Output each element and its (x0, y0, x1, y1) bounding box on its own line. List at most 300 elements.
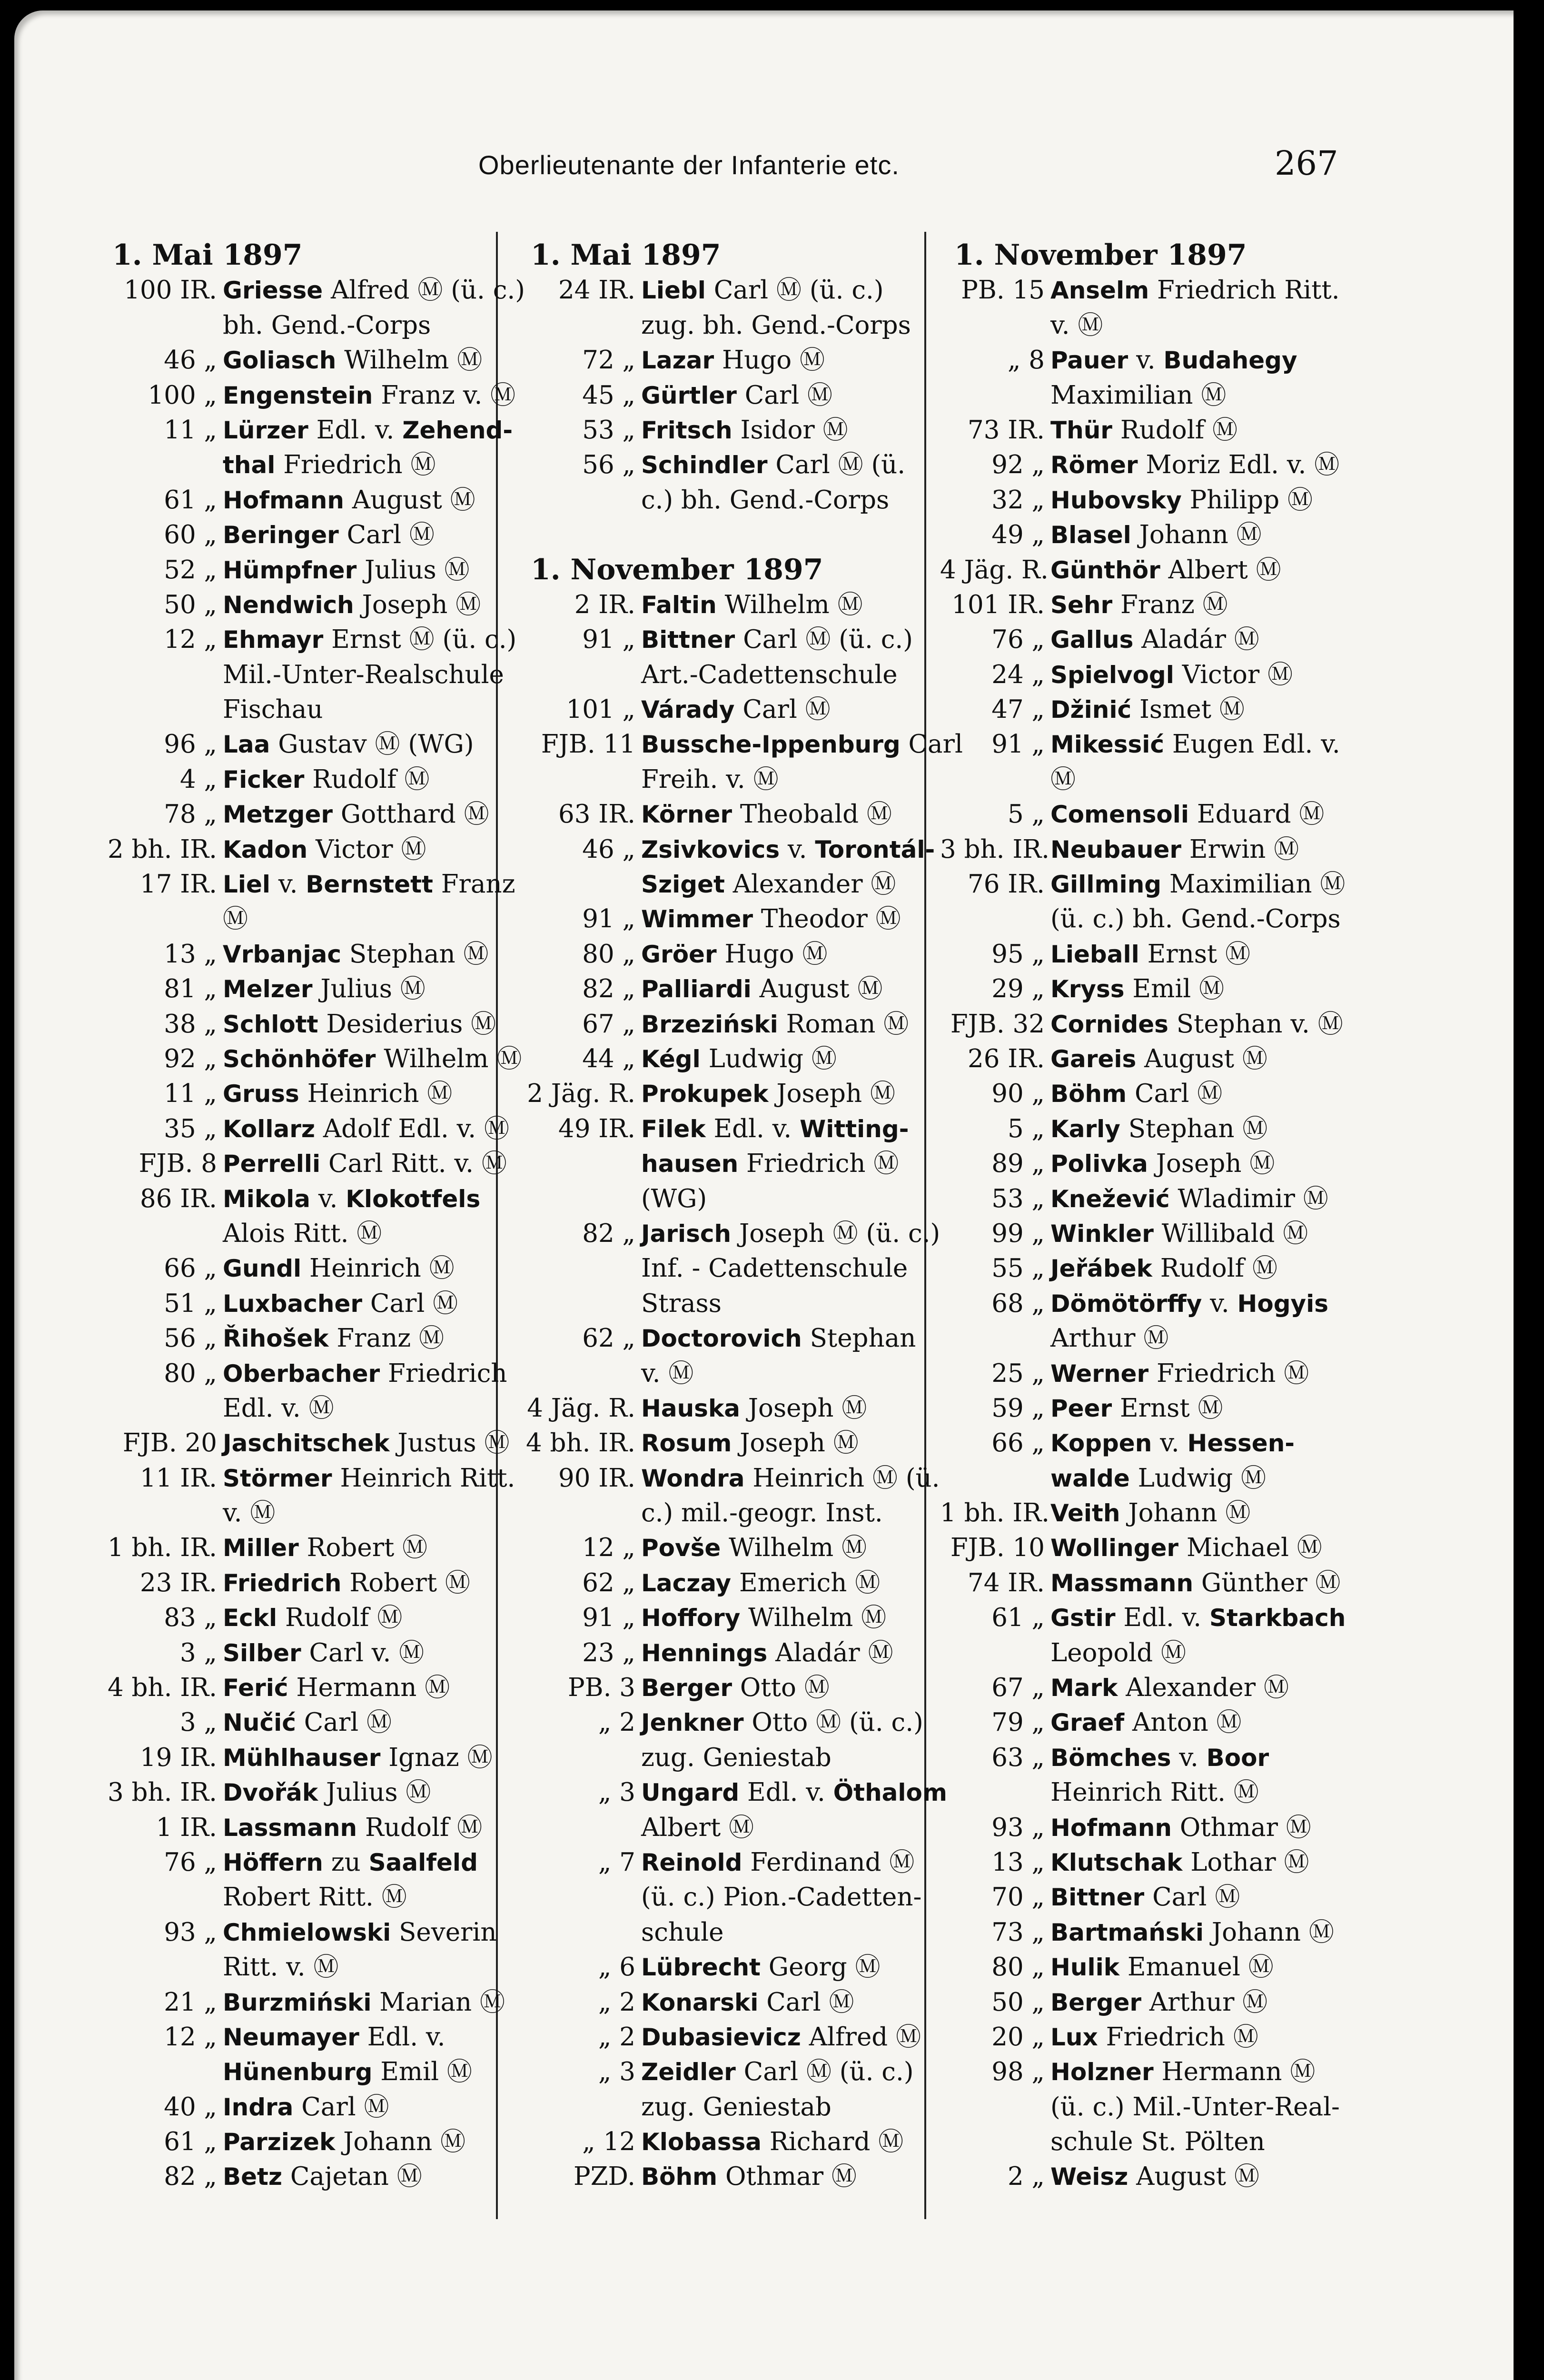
roster-line (98, 937, 503, 972)
entry-text (1050, 1566, 1341, 1601)
given-names: Gotthard Ⓜ (333, 800, 489, 829)
given-names: Wilhelm Ⓜ (376, 1044, 522, 1073)
roster-line (940, 1426, 1421, 1460)
roster-line (940, 1356, 1421, 1391)
entry-text (1050, 1391, 1223, 1426)
given-names: Friedrich Ⓜ (738, 1149, 899, 1179)
roster-line (98, 1530, 503, 1565)
roster-line (940, 2054, 1421, 2089)
given-names: Carl Ⓜ (1127, 1079, 1223, 1109)
surname: Koppen (1050, 1429, 1152, 1458)
given-names: v. Ⓜ (641, 1359, 694, 1388)
surname: Gürtler (641, 381, 737, 409)
predicate-name: Boor (1206, 1744, 1269, 1772)
surname: Mikessić (1050, 731, 1165, 759)
roster-line (516, 1111, 945, 1146)
roster-line (516, 1216, 945, 1251)
roster-line (98, 1181, 503, 1216)
roster-line (940, 1740, 1421, 1775)
roster-line (98, 1496, 503, 1530)
given-names: c.) mil.-geogr. Inst. (641, 1498, 883, 1528)
regiment-ref: 90 „ (991, 1079, 1045, 1109)
roster-line (516, 447, 945, 482)
surname: Hennings (641, 1639, 768, 1667)
surname: Reinold (641, 1848, 742, 1876)
surname: Holzner (1050, 2058, 1154, 2086)
surname: Klutschak (1050, 1848, 1183, 1876)
roster-line (98, 1076, 503, 1111)
regiment-ref: 40 „ (164, 2092, 217, 2122)
entry-text (1050, 1670, 1289, 1706)
given-names: Alfred Ⓜ (ü. c.) (323, 276, 525, 305)
surname: Körner (641, 801, 732, 829)
surname: Kadon (223, 835, 308, 863)
given-names: Eugen Edl. v. (1164, 730, 1340, 759)
regiment-ref: 12 „ (164, 2022, 217, 2052)
regiment-ref: 46 „ (582, 834, 635, 864)
entry-text (223, 1915, 497, 1950)
roster-line (940, 378, 1421, 413)
regiment-ref: 93 „ (164, 1917, 217, 1947)
surname: Klobassa (641, 2128, 762, 2156)
given-names: Georg Ⓜ (760, 1953, 881, 1982)
given-names: Arthur Ⓜ (1050, 1324, 1169, 1353)
regiment-ref: 49 „ (991, 520, 1045, 550)
roster-line (940, 902, 1421, 936)
entry-text (223, 343, 482, 378)
surname: Silber (223, 1639, 301, 1667)
surname: Jaschitschek (223, 1429, 390, 1458)
given-names: Victor Ⓜ (307, 834, 426, 864)
given-names: Emanuel Ⓜ (1119, 1953, 1274, 1982)
given-names: schule (641, 1917, 724, 1947)
entry-text (1050, 622, 1259, 657)
surname: Gruss (223, 1080, 299, 1108)
given-names: August Ⓜ (1136, 1044, 1267, 1073)
entry-text (641, 308, 911, 343)
given-names: bh. Gend.-Corps (223, 310, 431, 340)
surname: Ficker (223, 765, 305, 793)
roster-line (940, 1076, 1421, 1111)
entry-text (223, 1705, 392, 1740)
entry-text (223, 1461, 515, 1496)
surname: Spielvogl (1050, 661, 1174, 689)
entry-text (1050, 1530, 1322, 1566)
roster-line (516, 622, 945, 657)
roster-line (98, 832, 503, 867)
roster-line (516, 2124, 945, 2159)
given-names: Hugo Ⓜ (716, 939, 828, 969)
entry-text (641, 1181, 707, 1217)
given-names: Lothar Ⓜ (1182, 1847, 1309, 1877)
surname: Hümpfner (223, 556, 357, 584)
given-names: Friedrich Ⓜ (275, 450, 436, 480)
roster-line (516, 343, 945, 377)
regiment-ref: 80 „ (582, 939, 635, 969)
regiment-ref: 66 „ (991, 1428, 1045, 1458)
regiment-ref: 3 bh. IR. (940, 834, 1050, 864)
given-names: Cajetan Ⓜ (282, 2162, 422, 2192)
surname: Lassmann (223, 1814, 357, 1842)
regiment-ref: 63 „ (991, 1743, 1045, 1772)
entry-text (1050, 308, 1103, 343)
regiment-ref: 82 „ (164, 2162, 217, 2192)
regiment-ref: 90 IR. (558, 1463, 635, 1493)
surname: Hulik (1050, 1954, 1119, 1982)
roster-line (98, 517, 503, 552)
roster-line (940, 1530, 1421, 1565)
entry-text (223, 1636, 424, 1671)
entry-text (223, 1286, 458, 1321)
regiment-ref: „ 6 (598, 1953, 635, 1982)
regiment-ref: 76 IR. (968, 870, 1045, 899)
surname: Bartmański (1050, 1918, 1204, 1946)
given-names: Albert Ⓜ (1160, 555, 1281, 585)
roster-line (940, 517, 1421, 552)
given-names: Ernst Ⓜ (1112, 1393, 1223, 1423)
entry-text (223, 657, 504, 693)
roster-line (516, 1985, 945, 2020)
roster-line (516, 1251, 945, 1286)
roster-line (98, 1775, 503, 1810)
surname: Bussche-Ippenburg (641, 731, 901, 759)
entry-text (1050, 1985, 1267, 2020)
roster-line (98, 447, 503, 482)
entry-text (1050, 1915, 1334, 1950)
surname: Störmer (223, 1464, 332, 1492)
roster-line (516, 762, 945, 797)
surname: Jeřábek (1050, 1255, 1152, 1283)
surname: Bittner (1050, 1884, 1145, 1912)
regiment-ref: 101 „ (566, 695, 635, 724)
regiment-ref: 11 IR. (140, 1463, 217, 1493)
entry-text (223, 867, 515, 902)
roster-line (516, 483, 945, 517)
regiment-ref: 101 IR. (951, 590, 1045, 619)
given-names: Edl. v. (1115, 1603, 1209, 1633)
surname: Veith (1050, 1499, 1120, 1527)
given-names: Desiderius Ⓜ (318, 1009, 496, 1039)
regiment-ref: 55 „ (991, 1254, 1045, 1283)
roster-line (98, 483, 503, 517)
surname: Oberbacher (223, 1359, 380, 1388)
regiment-ref: 38 „ (164, 1009, 217, 1039)
roster-line (98, 1600, 503, 1635)
regiment-ref: „ 2 (598, 1987, 635, 2017)
surname: Gareis (1050, 1045, 1137, 1073)
entry-text (641, 447, 905, 483)
given-names: Victor Ⓜ (1174, 660, 1293, 689)
surname: Indra (223, 2093, 294, 2121)
entry-text (641, 1636, 893, 1671)
entry-text (641, 1146, 899, 1181)
given-names: v. (1171, 1743, 1207, 1772)
regiment-ref: 67 „ (991, 1673, 1045, 1703)
roster-line (516, 413, 945, 447)
entry-text (223, 1985, 505, 2020)
entry-text (1050, 832, 1299, 867)
roster-line (98, 657, 503, 692)
surname: Hofmann (223, 486, 344, 514)
surname: Rosum (641, 1429, 732, 1458)
roster-line (940, 2090, 1421, 2124)
surname: Gallus (1050, 626, 1134, 654)
entry-text (1050, 1426, 1295, 1461)
given-names: Stephan Ⓜ (341, 939, 489, 969)
surname: Günthör (1050, 556, 1160, 584)
roster-line (940, 797, 1421, 832)
entry-text (641, 1810, 754, 1845)
surname: Gröer (641, 940, 717, 968)
entry-text (1050, 378, 1226, 413)
roster-line (516, 2090, 945, 2124)
roster-line (516, 1321, 945, 1356)
surname: Várady (641, 696, 735, 724)
given-names: Franz Ⓜ (1112, 590, 1228, 619)
regiment-ref: 32 „ (991, 485, 1045, 515)
entry-text (1050, 1356, 1309, 1391)
given-names: Carl Ⓜ (296, 1708, 392, 1737)
entry-text (641, 1391, 867, 1426)
regiment-ref: 53 „ (991, 1184, 1045, 1213)
roster-line (98, 1636, 503, 1670)
given-names: (ü. c.) Mil.-Unter-Real- (1050, 2092, 1340, 2122)
roster-line (940, 1670, 1421, 1705)
regiment-ref: 21 „ (164, 1987, 217, 2017)
entry-text (223, 1426, 509, 1461)
surname: Ungard (641, 1779, 740, 1807)
regiment-ref: 56 „ (164, 1324, 217, 1353)
given-names: Joseph Ⓜ (768, 1079, 895, 1109)
regiment-ref: 49 IR. (558, 1114, 635, 1143)
column-1 (98, 238, 525, 2194)
roster-line (516, 1775, 945, 1810)
regiment-ref: PB. 15 (961, 276, 1045, 305)
regiment-ref: 66 „ (164, 1254, 217, 1283)
surname: walde (1050, 1464, 1130, 1492)
roster-line (940, 1600, 1421, 1635)
entry-text (641, 1216, 940, 1251)
roster-line (516, 273, 945, 307)
regiment-ref: 12 „ (164, 625, 217, 654)
entry-text (223, 2020, 445, 2055)
regiment-ref: 51 „ (164, 1289, 217, 1318)
entry-text (1050, 273, 1340, 308)
entry-text (1050, 1600, 1346, 1636)
roster-line (516, 1915, 945, 1950)
entry-text (1050, 2159, 1259, 2194)
regiment-ref: „ 2 (598, 1708, 635, 1737)
entry-text (1050, 2090, 1340, 2125)
entry-text (223, 902, 248, 937)
roster-line (940, 1496, 1421, 1530)
regiment-ref: 3 bh. IR. (107, 1778, 217, 1807)
regiment-ref: 93 „ (991, 1813, 1045, 1842)
regiment-ref: 95 „ (991, 939, 1045, 969)
given-names: Hermann Ⓜ (1153, 2057, 1316, 2087)
entry-text (223, 2159, 422, 2194)
roster-line (98, 972, 503, 1006)
entry-text (641, 692, 831, 727)
entry-text (1050, 1321, 1168, 1356)
roster-line (940, 1775, 1421, 1810)
entry-text (223, 517, 435, 553)
entry-text (1050, 413, 1237, 448)
given-names: zug. bh. Gend.-Corps (641, 310, 911, 340)
regiment-ref: 2 IR. (574, 590, 635, 619)
surname: Bittner (641, 626, 735, 654)
surname: Höffern (223, 1848, 323, 1876)
roster-line (98, 378, 516, 413)
given-names: Alois Ritt. Ⓜ (223, 1219, 382, 1248)
surname: Laczay (641, 1569, 732, 1597)
surname: Graef (1050, 1709, 1125, 1737)
entry-text (223, 972, 426, 1007)
given-names: Heinrich Ritt. (332, 1463, 515, 1493)
entry-text (641, 972, 882, 1007)
regiment-ref: „ 3 (598, 1778, 635, 1807)
given-names: Ⓜ (1050, 764, 1076, 794)
regiment-ref: 76 „ (164, 1847, 217, 1877)
surname: Berger (641, 1674, 732, 1702)
regiment-ref: 50 „ (164, 590, 217, 619)
roster-line (98, 1810, 503, 1845)
entry-text (1050, 1845, 1309, 1880)
surname: Peer (1050, 1394, 1112, 1422)
surname: Nendwich (223, 591, 354, 619)
entry-text (1050, 553, 1281, 588)
given-names: August Ⓜ (1128, 2162, 1259, 2192)
roster-line (98, 867, 515, 902)
roster-line (516, 1181, 945, 1216)
regiment-ref: 3 „ (179, 1638, 217, 1667)
roster-line (940, 2020, 1421, 2054)
regiment-ref: 13 „ (991, 1847, 1045, 1877)
entry-text (1050, 937, 1250, 972)
given-names: Ferdinand Ⓜ (742, 1847, 915, 1877)
given-names: Heinrich Ⓜ (301, 1254, 455, 1283)
given-names: Carl Ⓜ (ü. c.) (705, 276, 884, 305)
blank-line (516, 517, 945, 552)
surname: Wimmer (641, 905, 753, 933)
regiment-ref: 98 „ (991, 2057, 1045, 2087)
roster-line (98, 1915, 503, 1950)
given-names: Mil.-Unter-Realschule (223, 660, 504, 689)
entry-text (223, 937, 488, 972)
given-names: Stephan Ⓜ (1120, 1114, 1268, 1143)
surname: Doctorovich (641, 1325, 802, 1353)
entry-text (223, 378, 515, 413)
given-names: Maximilian Ⓜ (1161, 870, 1346, 899)
roster-line (98, 1880, 503, 1914)
predicate-name: Öthalom (833, 1779, 947, 1807)
given-names: Heinrich Ritt. Ⓜ (1050, 1778, 1259, 1807)
given-names: Moriz Edl. v. Ⓜ (1138, 450, 1340, 480)
given-names: Theobald Ⓜ (732, 800, 892, 829)
given-names: Eduard Ⓜ (1189, 800, 1325, 829)
roster-line (98, 1705, 503, 1740)
roster-line (98, 1391, 503, 1426)
surname: Pauer (1050, 347, 1128, 375)
given-names: Carl Ⓜ (758, 1987, 854, 2017)
entry-text (223, 1181, 480, 1217)
entry-text (223, 1251, 455, 1286)
given-names: zu (323, 1847, 369, 1877)
regiment-ref: 1 bh. IR. (107, 1533, 217, 1563)
surname: Eckl (223, 1604, 277, 1632)
entry-text (1050, 1880, 1240, 1915)
regiment-ref: 82 „ (582, 974, 635, 1004)
roster-line (98, 1041, 522, 1076)
roster-line (940, 622, 1421, 657)
surname: Povše (641, 1534, 721, 1562)
entry-text (641, 1775, 947, 1810)
roster-line (98, 1670, 503, 1705)
surname: Palliardi (641, 975, 752, 1003)
entry-text (1050, 1007, 1343, 1042)
roster-line (98, 727, 503, 762)
entry-text (1050, 1076, 1222, 1111)
surname: Luxbacher (223, 1289, 363, 1318)
roster-line (516, 1146, 945, 1181)
surname: Ferić (223, 1674, 288, 1702)
regiment-ref: FJB. 20 (122, 1428, 217, 1458)
given-names: Julius Ⓜ (312, 974, 426, 1004)
given-names: Fischau (223, 695, 323, 724)
given-names: v. (310, 1184, 346, 1213)
entry-text (1050, 343, 1297, 378)
entry-text (641, 1007, 909, 1042)
roster-line (516, 308, 945, 343)
given-names: Joseph Ⓜ (354, 590, 481, 619)
surname: Kollarz (223, 1115, 315, 1143)
given-names: Carl Ⓜ (362, 1289, 458, 1318)
given-names: Franz (433, 870, 515, 899)
given-names: Carl Ritt. v. Ⓜ (320, 1149, 507, 1179)
roster-line (98, 1426, 510, 1460)
roster-line (940, 1111, 1421, 1146)
surname: Chmielowski (223, 1918, 391, 1946)
given-names: Emil Ⓜ (1124, 974, 1225, 1004)
surname: Lieball (1050, 940, 1139, 968)
given-names: Carl Ⓜ (ü. (767, 450, 906, 480)
given-names: Carl Ⓜ (736, 380, 833, 410)
roster-line (98, 553, 503, 587)
entry-text (1050, 1146, 1275, 1181)
regiment-ref: 2 Jäg. R. (527, 1079, 635, 1109)
roster-line (516, 902, 945, 936)
entry-text (1050, 1705, 1242, 1740)
given-names: (ü. c.) bh. Gend.-Corps (1050, 904, 1341, 934)
roster-line (940, 587, 1421, 622)
roster-line (516, 832, 945, 867)
entry-text (223, 1530, 427, 1566)
regiment-ref: 61 „ (164, 2127, 217, 2157)
roster-line (98, 1111, 509, 1146)
roster-line (940, 1985, 1421, 2020)
surname: Sziget (641, 871, 725, 899)
given-names: c.) bh. Gend.-Corps (641, 485, 890, 515)
predicate-name: Hogyis (1237, 1289, 1328, 1318)
roster-line (940, 692, 1421, 727)
entry-text (1050, 1740, 1269, 1775)
given-names: v. (780, 834, 815, 864)
entry-text (1050, 1041, 1267, 1077)
roster-line (98, 2159, 503, 2194)
entry-text (641, 483, 889, 518)
surname: Griesse (223, 277, 323, 305)
roster-line (516, 1007, 945, 1041)
